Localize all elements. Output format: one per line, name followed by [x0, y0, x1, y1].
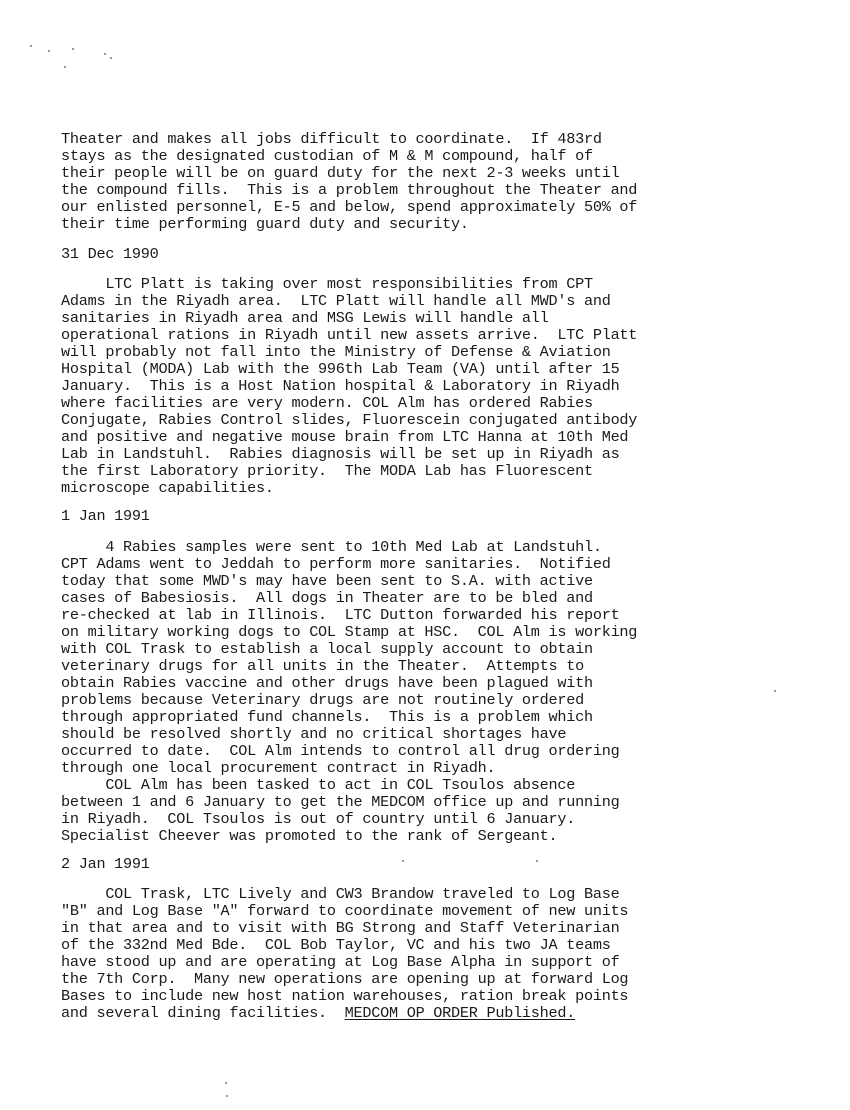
- body-text-line: CPT Adams went to Jeddah to perform more sanitaries. Notified: [61, 555, 611, 573]
- body-text-line: their people will be on guard duty for the next 2-3 weeks until: [61, 164, 620, 182]
- scan-speck: [104, 53, 106, 55]
- scan-speck: [30, 45, 32, 47]
- body-text-line: will probably not fall into the Ministry of Defense & Aviation: [61, 343, 611, 361]
- body-text-line: Hospital (MODA) Lab with the 996th Lab Team (VA) until after 15: [61, 360, 620, 378]
- body-text-line: Adams in the Riyadh area. LTC Platt will handle all MWD's and: [61, 292, 611, 310]
- body-text-line-final: [61, 1005, 575, 1022]
- scan-speck: [110, 57, 112, 59]
- body-text-line: operational rations in Riyadh until new assets arrive. LTC Platt: [61, 326, 638, 344]
- body-text-line: problems because Veterinary drugs are not routinely ordered: [61, 691, 584, 709]
- body-text-line: COL Trask, LTC Lively and CW3 Brandow traveled to Log Base: [61, 885, 620, 903]
- body-text-line: through appropriated fund channels. This is a problem which: [61, 708, 593, 726]
- body-text-line: in Riyadh. COL Tsoulos is out of country until 6 January.: [61, 810, 576, 828]
- body-text-line: between 1 and 6 January to get the MEDCOM office up and running: [61, 793, 620, 811]
- body-text-line: obtain Rabies vaccine and other drugs have been plagued with: [61, 674, 593, 692]
- body-text-line: "B" and Log Base "A" forward to coordinate movement of new units: [61, 902, 629, 920]
- body-text-line: should be resolved shortly and no critical shortages have: [61, 725, 567, 743]
- date-heading: 2 Jan 1991: [61, 855, 150, 873]
- scan-speck: [72, 48, 74, 50]
- scan-speck: [536, 860, 538, 862]
- body-text-line: Bases to include new host nation warehouses, ration break points: [61, 987, 629, 1005]
- body-text-line: Conjugate, Rabies Control slides, Fluorescein conjugated antibody: [61, 411, 638, 429]
- body-text-line: cases of Babesiosis. All dogs in Theater are to be bled and: [61, 589, 593, 607]
- body-text-line: in that area and to visit with BG Strong and Staff Veterinarian: [61, 919, 620, 937]
- body-text-line: our enlisted personnel, E-5 and below, spend approximately 50% of: [61, 198, 638, 216]
- body-text-line: Lab in Landstuhl. Rabies diagnosis will be set up in Riyadh as: [61, 445, 620, 463]
- body-text-line: January. This is a Host Nation hospital & Laboratory in Riyadh: [61, 377, 620, 395]
- body-text-line: the first Laboratory priority. The MODA Lab has Fluorescent: [61, 462, 593, 480]
- body-text-line: where facilities are very modern. COL Alm has ordered Rabies: [61, 394, 593, 412]
- body-text-line: sanitaries in Riyadh area and MSG Lewis will handle all: [61, 309, 549, 327]
- body-text-line: Specialist Cheever was promoted to the rank of Sergeant.: [61, 827, 558, 845]
- body-text-line: with COL Trask to establish a local supply account to obtain: [61, 640, 593, 658]
- body-text-line: LTC Platt is taking over most responsibilities from CPT: [61, 275, 593, 293]
- body-text-line: veterinary drugs for all units in the Theater. Attempts to: [61, 657, 584, 675]
- body-text-line: through one local procurement contract in Riyadh.: [61, 759, 496, 777]
- body-text-line: re-checked at lab in Illinois. LTC Dutton forwarded his report: [61, 606, 620, 624]
- body-text-line: today that some MWD's may have been sent to S.A. with active: [61, 572, 593, 590]
- date-heading: 1 Jan 1991: [61, 507, 150, 525]
- body-text-line: COL Alm has been tasked to act in COL Tsoulos absence: [61, 776, 576, 794]
- body-text-line: of the 332nd Med Bde. COL Bob Taylor, VC and his two JA teams: [61, 936, 611, 954]
- body-text-line: and positive and negative mouse brain from LTC Hanna at 10th Med: [61, 428, 629, 446]
- body-text-line: have stood up and are operating at Log Base Alpha in support of: [61, 953, 620, 971]
- scan-speck: [64, 66, 66, 68]
- body-text-line: 4 Rabies samples were sent to 10th Med Lab at Landstuhl.: [61, 538, 602, 556]
- body-text-line: stays as the designated custodian of M & M compound, half of: [61, 147, 593, 165]
- body-text-line: the compound fills. This is a problem throughout the Theater and: [61, 181, 638, 199]
- date-heading: 31 Dec 1990: [61, 245, 159, 263]
- body-text-line: their time performing guard duty and security.: [61, 215, 469, 233]
- scan-speck: [48, 50, 50, 52]
- body-text-line: on military working dogs to COL Stamp at HSC. COL Alm is working: [61, 623, 638, 641]
- scan-speck: [225, 1082, 227, 1084]
- final-line-text: and several dining facilities.: [61, 1004, 345, 1022]
- body-text-line: the 7th Corp. Many new operations are opening up at forward Log: [61, 970, 629, 988]
- scan-speck: [774, 690, 776, 692]
- body-text-line: occurred to date. COL Alm intends to control all drug ordering: [61, 742, 620, 760]
- underlined-op-order-text: MEDCOM OP ORDER Published.: [344, 1004, 576, 1022]
- scan-speck: [226, 1095, 228, 1097]
- body-text-line: microscope capabilities.: [61, 479, 274, 497]
- body-text-line: Theater and makes all jobs difficult to coordinate. If 483rd: [61, 130, 602, 148]
- scan-speck: [402, 860, 404, 862]
